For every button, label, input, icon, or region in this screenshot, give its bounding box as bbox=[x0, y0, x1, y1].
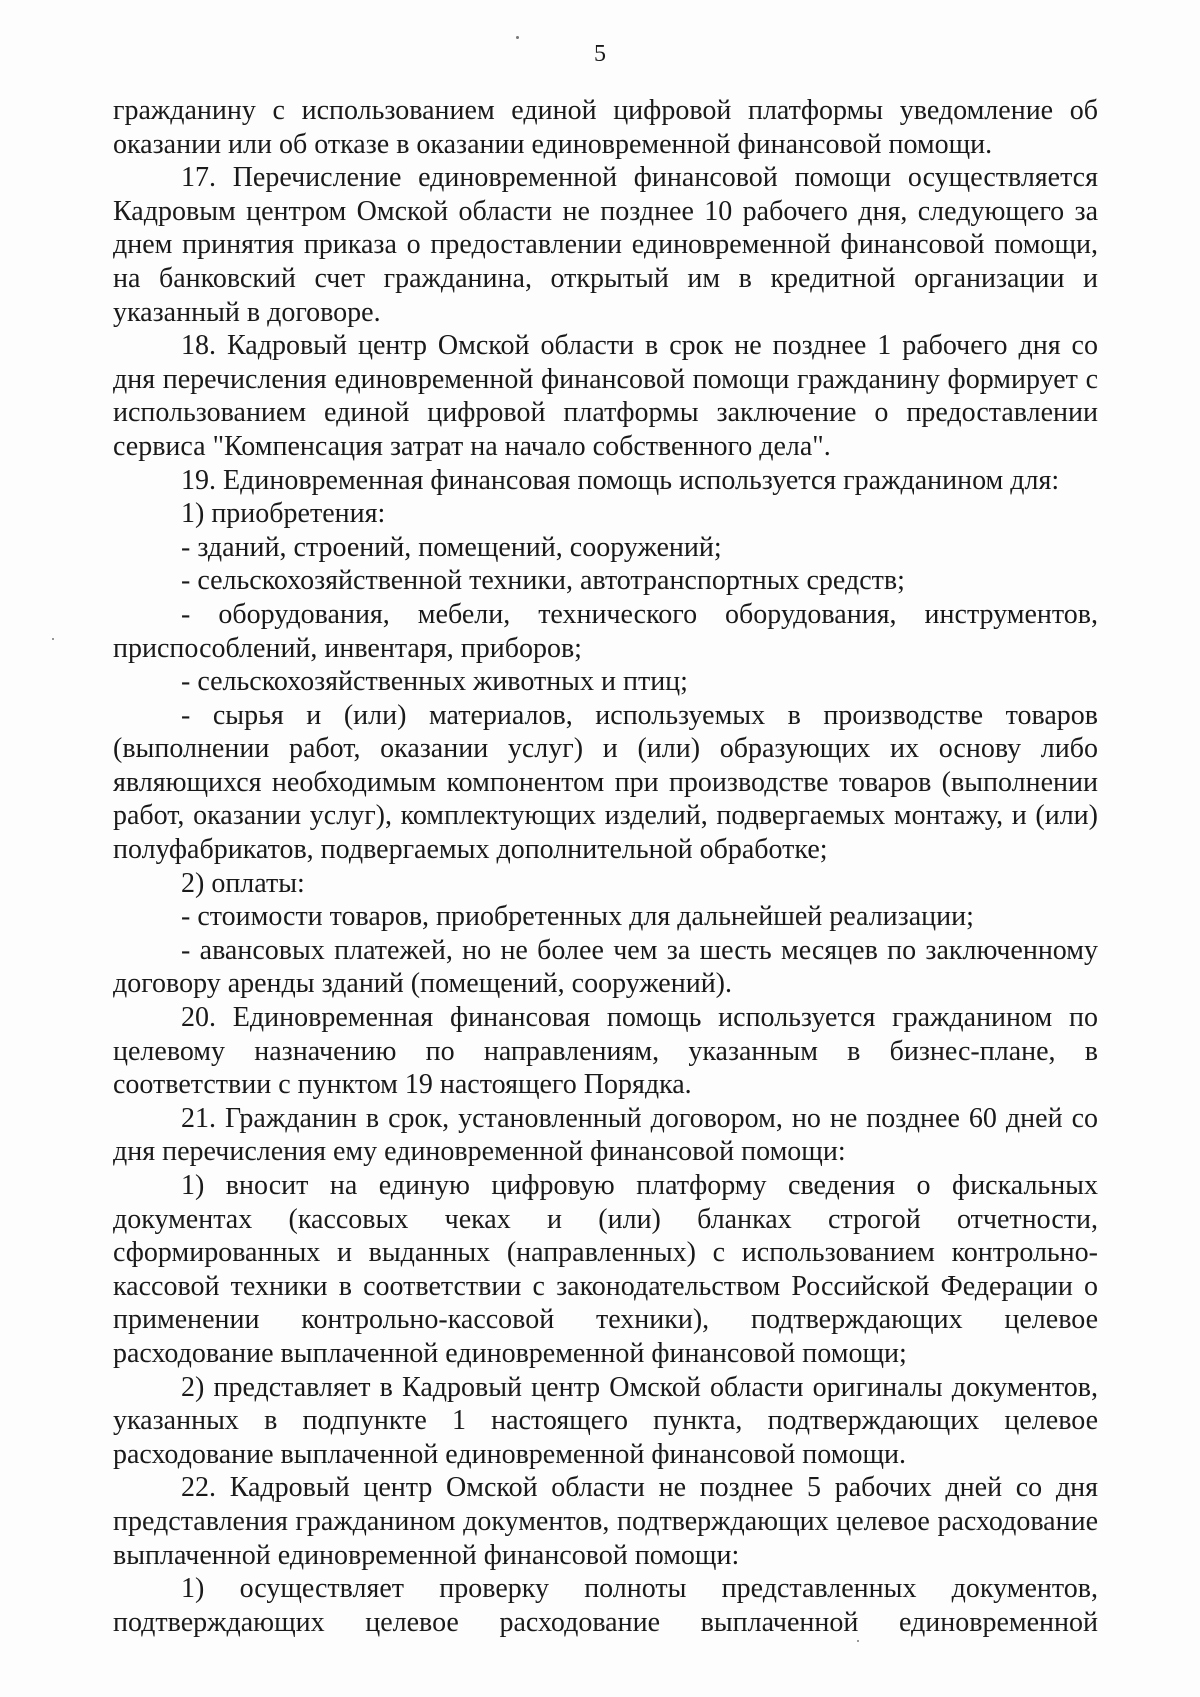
paragraph-18: 18. Кадровый центр Омской области в срок не позднее 1 рабочего дня со дня перечисления единовременной финансовой помощи гражданину формирует с использованием единой цифровой платформы заключение о предоставлении сервиса "Компенсация затрат на начало собственного дела". bbox=[113, 330, 1098, 462]
list-item-goods-cost: - стоимости товаров, приобретенных для дальнейшей реализации; bbox=[181, 901, 974, 933]
paragraph-21-item-2: 2) представляет в Кадровый центр Омской области оригиналы документов, указанных в подпункте 1 настоящего пункта, подтверждающих целевое расходование выплаченной единовременной финансовой помощи. bbox=[113, 1371, 1098, 1470]
scan-speck bbox=[857, 1640, 859, 1642]
paragraph-16-end: гражданину с использованием единой цифровой платформы уведомление об оказании или об отказе в оказании единовременной финансовой помощи. bbox=[113, 95, 1098, 160]
paragraph-21-item-1: 1) вносит на единую цифровую платформу сведения о фискальных документах (кассовых чеках и (или) бланках строгой отчетности, сформированных и выданных (направленных) с использованием контрольно-кассовой техники в соответствии с законодательством Российской Федерации о применении контрольно-кассовой техники), подтверждающих целевое расходование выплаченной единовременной финансовой помощи; bbox=[113, 1170, 1098, 1369]
paragraph-19: 19. Единовременная финансовая помощь используется гражданином для: bbox=[181, 464, 1060, 496]
list-item-advance-payments: - авансовых платежей, но не более чем за шесть месяцев по заключенному договору аренды зданий (помещений, сооружений). bbox=[113, 934, 1098, 1000]
list-item-equipment: - оборудования, мебели, технического оборудования, инструментов, приспособлений, инвентаря, приборов; bbox=[113, 598, 1098, 664]
scan-speck bbox=[52, 638, 54, 640]
list-item-machinery: - сельскохозяйственной техники, автотранспортных средств; bbox=[181, 565, 905, 597]
paragraph-22-item-1: 1) осуществляет проверку полноты представленных документов, подтверждающих целевое расходование выплаченной единовременной bbox=[113, 1573, 1098, 1638]
paragraph-17: 17. Перечисление единовременной финансовой помощи осуществляется Кадровым центром Омской области не позднее 10 рабочего дня, следующего за днем принятия приказа о предоставлении единовременной финансовой помощи, на банковский счет гражданина, открытый им в кредитной организации и указанный в договоре. bbox=[113, 162, 1098, 328]
list-item-materials: - сырья и (или) материалов, используемых в производстве товаров (выполнении работ, оказании услуг) и (или) образующих их основу либо являющихся необходимым компонентом при производстве товаров (выполнении работ, оказании услуг), комплектующих изделий, подвергаемых монтажу, и (или) полуфабрикатов, подвергаемых дополнительной обработке; bbox=[113, 699, 1098, 866]
paragraph-21: 21. Гражданин в срок, установленный договором, но не позднее 60 дней со дня перечисления ему единовременной финансовой помощи: bbox=[113, 1102, 1098, 1168]
list-item-buildings: - зданий, строений, помещений, сооружений; bbox=[181, 531, 722, 563]
scan-speck bbox=[516, 36, 519, 39]
list-item-animals: - сельскохозяйственных животных и птиц; bbox=[181, 666, 688, 698]
document-body bbox=[113, 94, 1098, 1639]
paragraph-22: 22. Кадровый центр Омской области не позднее 5 рабочих дней со дня представления гражданином документов, подтверждающих целевое расходование выплаченной единовременной финансовой помощи: bbox=[113, 1472, 1098, 1571]
list-item-acquisition: 1) приобретения: bbox=[181, 498, 386, 530]
list-item-payment: 2) оплаты: bbox=[181, 867, 305, 899]
paragraph-20: 20. Единовременная финансовая помощь используется гражданином по целевому назначению по направлениям, указанным в бизнес-плане, в соответствии с пунктом 19 настоящего Порядка. bbox=[113, 1002, 1098, 1101]
page-number: 5 bbox=[594, 41, 606, 67]
